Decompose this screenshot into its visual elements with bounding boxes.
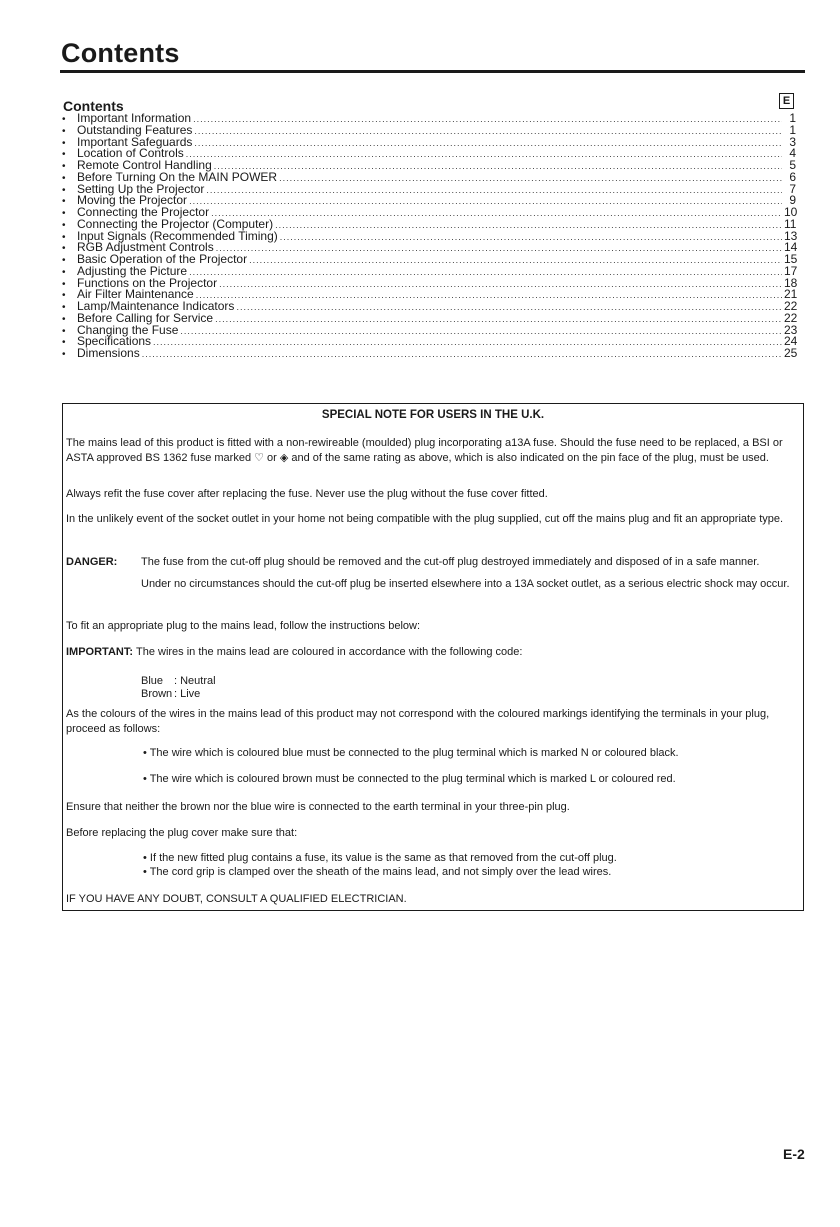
toc-bullet: • [62, 266, 66, 278]
notice-paragraph-electrician: IF YOU HAVE ANY DOUBT, CONSULT A QUALIFIED ELECTRICIAN. [66, 893, 407, 905]
toc-bullet: • [62, 184, 66, 196]
toc-item-page: 22 [784, 310, 798, 325]
toc-leader-dots [206, 185, 782, 197]
toc-heading: Contents [63, 98, 124, 114]
important-text: The wires in the mains lead are coloured in accordance with the following code: [136, 646, 523, 658]
notice-paragraph-earth: Ensure that neither the brown nor the blue wire is connected to the earth terminal in your three-pin plug. [66, 801, 570, 813]
toc-item-label: Important Safeguards [77, 134, 193, 149]
toc-bullet: • [62, 196, 66, 208]
title-rule [60, 70, 805, 73]
toc-leader-dots [189, 196, 782, 208]
notice-paragraph-incompatible: In the unlikely event of the socket outlet in your home not being compatible with the plug supplied, cut off the mains plug and fit an appropriate type. [66, 513, 784, 525]
toc-item-label: Setting Up the Projector [77, 181, 205, 196]
toc-item-page: 5 [789, 158, 796, 172]
toc-item-label: Air Filter Maintenance [77, 287, 194, 302]
toc-item-page: 17 [784, 263, 798, 278]
toc-item [62, 322, 798, 337]
toc-leader-dots [186, 149, 782, 161]
danger-text-shock: Under no circumstances should the cut-off plug be inserted elsewhere into a 13A socket outlet, as a serious electric shock may occur. [141, 578, 790, 590]
toc-bullet: • [62, 349, 66, 360]
toc-item-label: Before Turning On the MAIN POWER [77, 169, 278, 184]
toc-item-label: Changing the Fuse [77, 322, 179, 337]
toc-item-page: 14 [784, 240, 798, 255]
wire-code-brown: Brown : Live [141, 688, 201, 700]
toc-bullet: • [62, 137, 66, 149]
toc-bullet: • [62, 290, 66, 302]
page-title: Contents [61, 38, 180, 68]
toc-bullet: • [62, 325, 66, 337]
toc-bullet: • [62, 208, 66, 219]
toc-item-label: Functions on the Projector [77, 275, 218, 290]
toc-leader-dots [249, 255, 782, 267]
toc-item-label: Location of Controls [77, 146, 184, 161]
toc-item-label: Basic Operation of the Projector [77, 252, 248, 266]
toc-bullet: • [62, 337, 66, 349]
toc-leader-dots [180, 326, 782, 338]
toc-bullet: • [62, 149, 66, 161]
toc-list [62, 113, 796, 360]
notice-paragraph-colours: As the colours of the wires in the mains lead of this product may not correspond with the coloured markings identifying the terminals in your plug, proceed as follows: [66, 708, 770, 735]
check-fuse-value: • If the new fitted plug contains a fuse, its value is the same as that removed from the cut-off plug. [143, 852, 617, 864]
toc-item-page: 1 [789, 122, 796, 137]
toc-item-label: Connecting the Projector (Computer) [77, 216, 274, 231]
page-number: E-2 [783, 1146, 805, 1162]
wire-step-brown: • The wire which is coloured brown must be connected to the plug terminal which is marked L or coloured red. [143, 773, 676, 785]
toc-item-page: 6 [789, 169, 796, 184]
toc-bullet: • [62, 313, 66, 325]
toc-leader-dots [275, 220, 782, 232]
wire-step-blue: • The wire which is coloured blue must be connected to the plug terminal which is marked N or coloured black. [143, 747, 679, 759]
notice-paragraph-fit-plug: To fit an appropriate plug to the mains lead, follow the instructions below: [66, 620, 421, 632]
toc-item-page: 23 [784, 322, 798, 337]
toc-item-label: Specifications [77, 334, 152, 349]
toc-item-page: 9 [789, 193, 796, 208]
toc-item-page: 3 [789, 134, 796, 149]
toc-leader-dots [196, 290, 782, 302]
wire-code-blue: Blue : Neutral [141, 675, 216, 687]
toc-item-page: 4 [789, 146, 796, 161]
toc-bullet: • [62, 255, 66, 266]
toc-item-label: Important Information [77, 111, 192, 125]
danger-label: DANGER: [66, 556, 118, 568]
toc-item [62, 348, 796, 360]
toc-leader-dots [153, 337, 782, 349]
language-badge: E [779, 93, 794, 109]
toc-item-page: 22 [784, 299, 798, 313]
toc-leader-dots [193, 114, 782, 126]
toc-leader-dots [279, 173, 782, 185]
toc-item-label: Input Signals (Recommended Timing) [77, 228, 278, 243]
notice-paragraph-before-replacing: Before replacing the plug cover make sure that: [66, 827, 298, 839]
toc-item-page: 11 [784, 216, 797, 231]
toc-bullet: • [62, 302, 66, 313]
danger-text: The fuse from the cut-off plug should be removed and the cut-off plug destroyed immediately and disposed of in a safe manner. [141, 556, 760, 568]
toc-bullet: • [62, 161, 66, 172]
toc-item-page: 21 [784, 287, 798, 302]
toc-leader-dots [215, 314, 782, 326]
toc-item-page: 1 [789, 111, 796, 125]
toc-bullet: • [62, 125, 66, 137]
toc-leader-dots [211, 208, 782, 220]
toc-leader-dots [189, 267, 782, 279]
toc-item-label: Adjusting the Picture [77, 263, 188, 278]
notice-paragraph-fuse: The mains lead of this product is fitted with a non-rewireable (moulded) plug incorporating a13A fuse. Should the fuse need to be replaced, a BSI or ASTA approved BS 1362 fuse marked ♡ or ◈ and of the same rating as above, which is also indicated on the pin face of the plug, must be used. [66, 437, 783, 464]
toc-bullet: • [62, 278, 66, 290]
toc-leader-dots [216, 243, 782, 255]
toc-leader-dots [236, 302, 782, 314]
toc-bullet: • [62, 231, 66, 243]
toc-leader-dots [194, 138, 782, 150]
toc-item-label: Before Calling for Service [77, 310, 214, 325]
toc-item-label: Outstanding Features [77, 122, 193, 137]
toc-leader-dots [142, 349, 782, 361]
toc-bullet: • [62, 219, 66, 231]
toc-item-label: RGB Adjustment Controls [77, 240, 214, 255]
uk-special-note [62, 403, 804, 911]
important-label: IMPORTANT: [66, 646, 134, 658]
toc-item-page: 10 [784, 205, 798, 219]
toc-item-page: 7 [789, 181, 796, 196]
toc-leader-dots [194, 126, 782, 138]
notice-paragraph-refit: Always refit the fuse cover after replacing the fuse. Never use the plug without the fuse cover fitted. [66, 488, 548, 500]
toc-bullet: • [62, 172, 66, 184]
toc-leader-dots [219, 279, 782, 291]
toc-item-page: 15 [784, 252, 798, 266]
toc-item-page: 13 [784, 228, 798, 243]
toc-item-label: Connecting the Projector [77, 205, 210, 219]
toc-bullet: • [62, 243, 66, 255]
notice-title: SPECIAL NOTE FOR USERS IN THE U.K. [321, 409, 545, 421]
check-cord-grip: • The cord grip is clamped over the sheath of the mains lead, and not simply over the lead wires. [143, 866, 612, 878]
toc-item-label: Lamp/Maintenance Indicators [77, 299, 235, 313]
toc-item-page: 24 [784, 334, 798, 349]
toc-item-label: Moving the Projector [77, 193, 188, 208]
toc-item-label: Remote Control Handling [77, 158, 212, 172]
toc-item-label: Dimensions [77, 346, 140, 360]
toc-item-page: 25 [784, 346, 798, 360]
toc-item [62, 336, 796, 348]
toc-leader-dots [280, 232, 782, 244]
toc-item-page: 18 [784, 275, 798, 290]
toc-bullet: • [62, 114, 66, 125]
toc-leader-dots [214, 161, 782, 173]
